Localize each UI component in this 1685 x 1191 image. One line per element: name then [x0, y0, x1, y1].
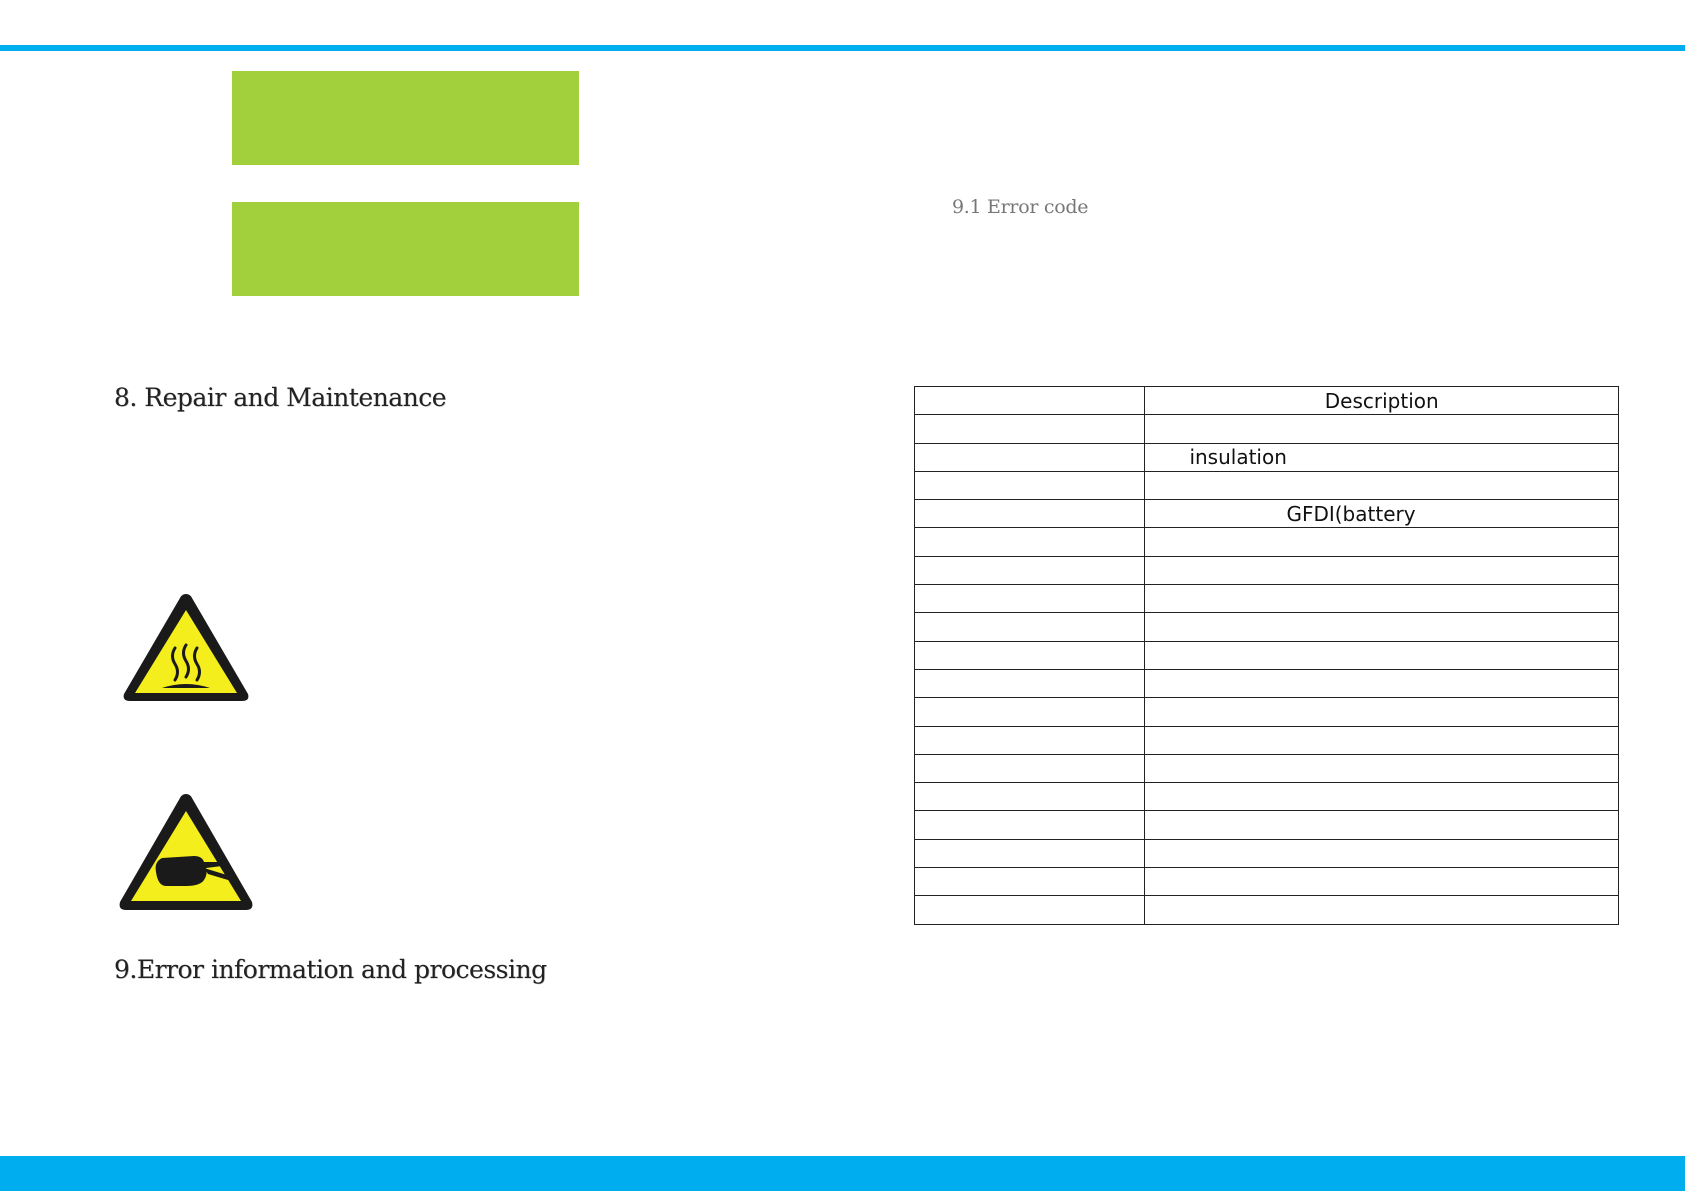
error-description-cell: insulation [1145, 443, 1619, 471]
error-description-cell [1145, 585, 1619, 613]
error-code-cell [915, 811, 1145, 839]
error-description-cell [1145, 613, 1619, 641]
error-code-cell [915, 613, 1145, 641]
section-heading-repair-maintenance: 8. Repair and Maintenance [114, 383, 447, 412]
error-description-cell [1145, 471, 1619, 499]
error-code-cell [915, 415, 1145, 443]
error-description-cell [1145, 528, 1619, 556]
error-description-cell [1145, 641, 1619, 669]
table-row [915, 811, 1619, 839]
error-code-cell [915, 669, 1145, 697]
table-row [915, 500, 1619, 528]
table-row [915, 669, 1619, 697]
bottom-accent-band [0, 1156, 1685, 1191]
table-row [915, 556, 1619, 584]
error-description-cell [1145, 896, 1619, 924]
highlight-box-bottom [232, 202, 579, 296]
error-code-cell [915, 754, 1145, 782]
hot-surface-warning-icon [120, 590, 252, 705]
header-code-cell [915, 387, 1145, 415]
top-accent-rule [0, 45, 1685, 51]
hand-crush-warning-icon [116, 790, 256, 914]
error-code-cell [915, 471, 1145, 499]
table-row [915, 471, 1619, 499]
table-row [915, 415, 1619, 443]
table-row [915, 641, 1619, 669]
table-row [915, 783, 1619, 811]
error-code-table [914, 386, 1619, 925]
error-code-cell [915, 783, 1145, 811]
section-heading-error-information: 9.Error information and processing [114, 955, 547, 984]
error-code-cell [915, 585, 1145, 613]
error-description-cell [1145, 698, 1619, 726]
table-row [915, 754, 1619, 782]
table-row [915, 896, 1619, 924]
error-description-cell: GFDI(battery [1145, 500, 1619, 528]
error-description-cell [1145, 669, 1619, 697]
header-description-cell: Description [1145, 387, 1619, 415]
table-row [915, 528, 1619, 556]
error-description-cell [1145, 754, 1619, 782]
error-description-cell [1145, 811, 1619, 839]
table-row [915, 698, 1619, 726]
error-description-cell [1145, 868, 1619, 896]
table-row [915, 839, 1619, 867]
table-row [915, 613, 1619, 641]
error-description-cell [1145, 839, 1619, 867]
subsection-heading-error-code: 9.1 Error code [952, 196, 1089, 218]
error-code-cell [915, 839, 1145, 867]
error-description-cell [1145, 783, 1619, 811]
error-code-cell [915, 443, 1145, 471]
highlight-box-top [232, 71, 579, 165]
error-code-cell [915, 698, 1145, 726]
error-description-cell [1145, 415, 1619, 443]
error-code-cell [915, 726, 1145, 754]
error-code-cell [915, 528, 1145, 556]
table-row [915, 585, 1619, 613]
error-code-cell [915, 556, 1145, 584]
error-code-cell [915, 641, 1145, 669]
table-header-row [915, 387, 1619, 415]
error-code-cell [915, 500, 1145, 528]
error-description-cell [1145, 556, 1619, 584]
error-code-cell [915, 868, 1145, 896]
table-row [915, 443, 1619, 471]
error-code-cell [915, 896, 1145, 924]
table-row [915, 726, 1619, 754]
error-description-cell [1145, 726, 1619, 754]
table-row [915, 868, 1619, 896]
